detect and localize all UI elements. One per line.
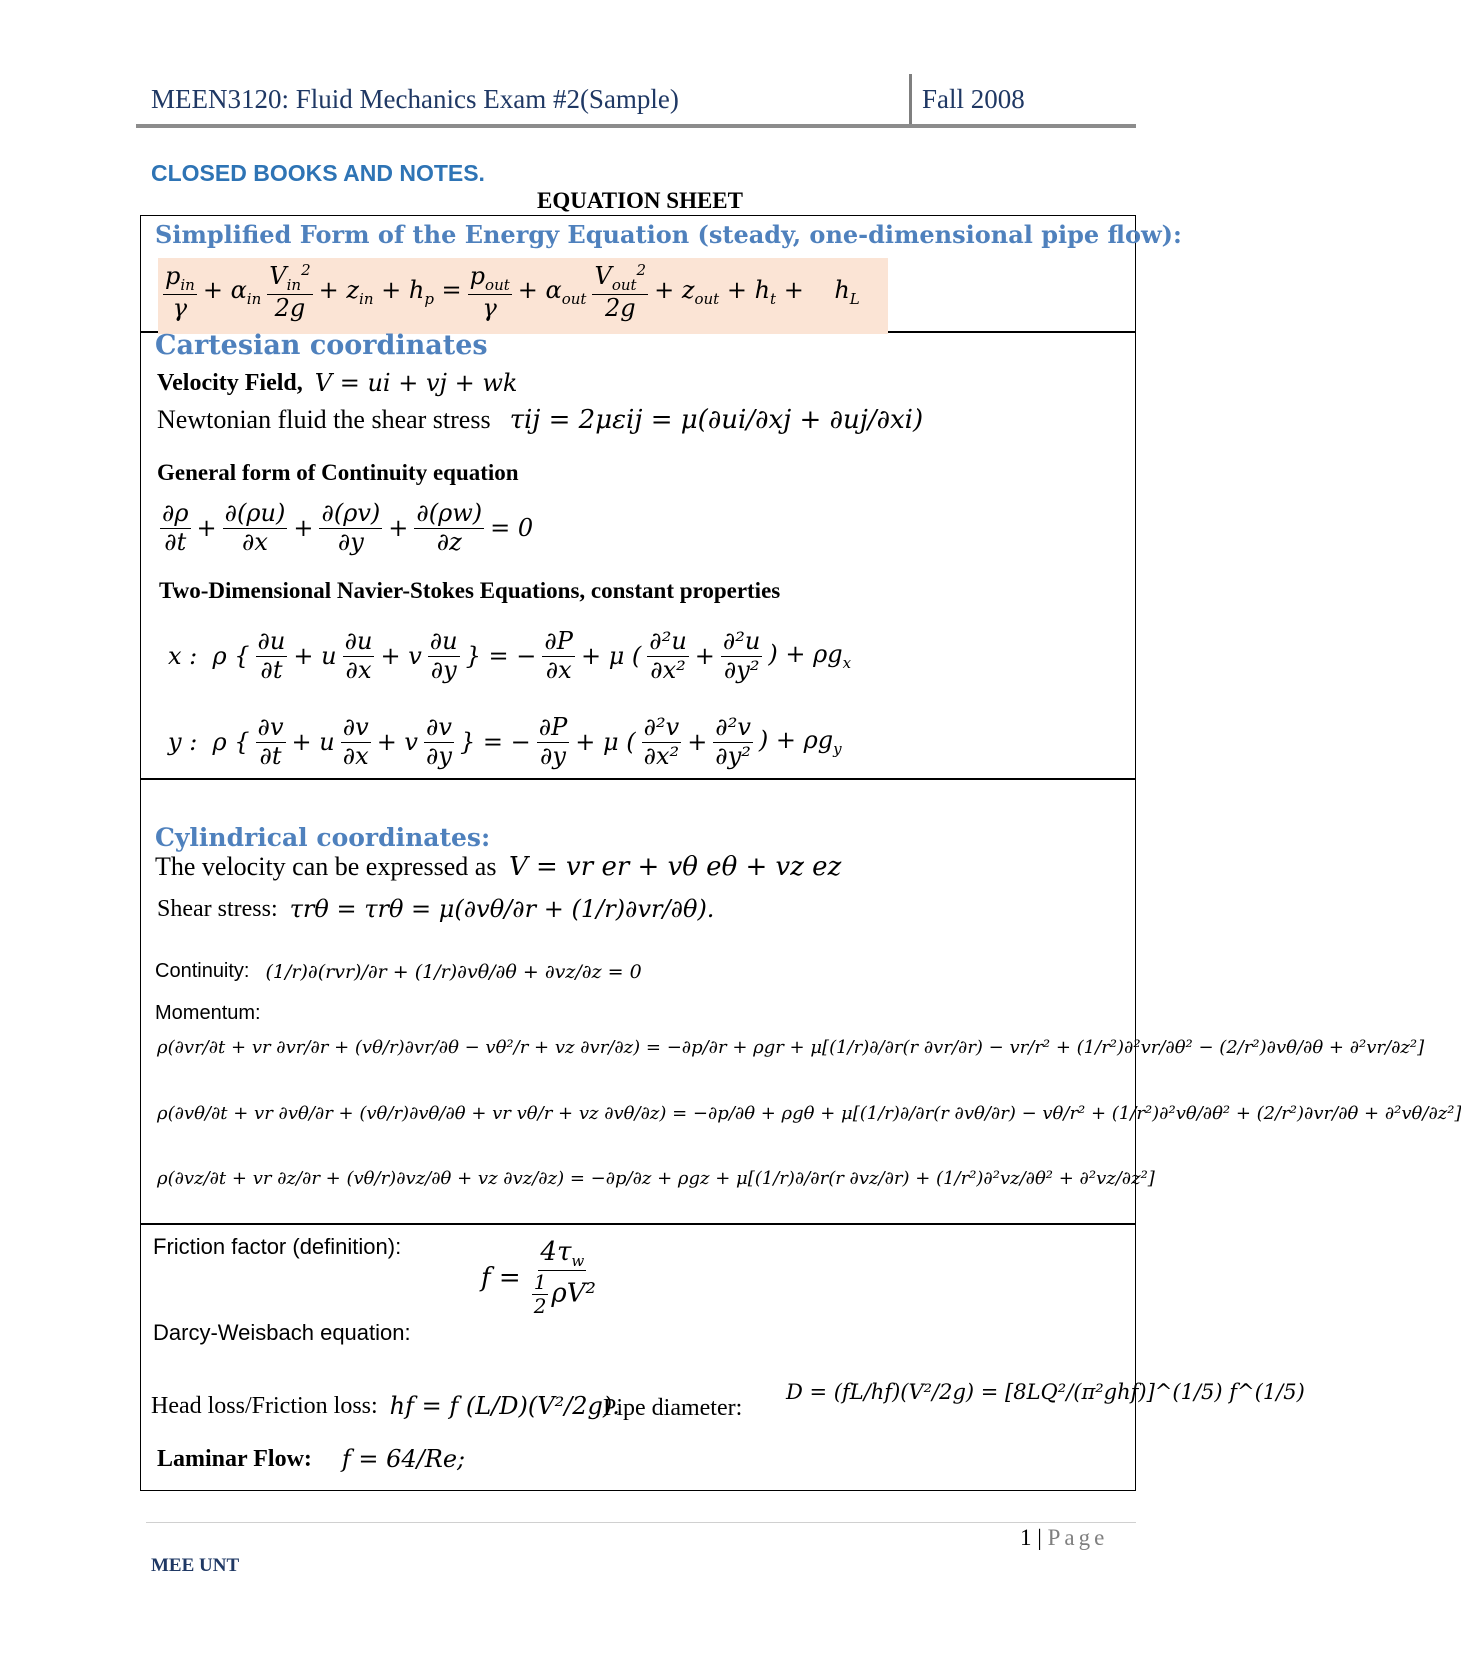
cyl-shear-equation: τrθ = τrθ = μ(∂vθ/∂r + (1/r)∂vr/∂θ). — [289, 895, 715, 923]
footer-organization: MEE UNT — [151, 1555, 240, 1576]
pipe-diameter-equation: D = (fL/hf)(V²/2g) = [8LQ²/(π²ghf)]^(1/5) f^(1/5) — [786, 1380, 1305, 1404]
cyl-shear-row — [157, 895, 714, 923]
cylindrical-heading: Cylindrical coordinates: — [155, 823, 491, 852]
energy-equation: $\frac{p_{in}}{\gamma}$ + $\alpha_{in}$ $\frac{V_{in}^2}{2g}$ + $z_{in} + h_p$ = $\frac{p_{out}}{\gamma}$ + $\alpha_{out}$ $\frac{V_{out}^2}{2g}$ + $z_{out} + h_t$ + $h_L$ — [165, 261, 860, 323]
cyl-shear-label: Shear stress: — [157, 895, 278, 922]
cyl-velocity-equation: V = vr er + vθ eθ + vz ez — [508, 852, 842, 882]
page-number-value: 1 — [1020, 1525, 1032, 1550]
darcy-weisbach-label: Darcy-Weisbach equation: — [153, 1320, 411, 1345]
friction-definition-equation: f = $4\tau_w$ $\frac{1}{2}$ ρV² — [481, 1237, 596, 1319]
laminar-row — [157, 1445, 465, 1473]
document-term: Fall 2008 — [922, 84, 1025, 114]
cyl-continuity-label: Continuity: — [155, 960, 250, 982]
head-loss-equation: hf = f (L/D)(V²/2g). — [389, 1392, 620, 1420]
momentum-r: ρ(∂vr/∂t + vr ∂vr/∂r + (vθ/r)∂vr/∂θ − vθ²/r + vz ∂vr/∂z) = −∂p/∂r + ρgr + μ[(1/r)∂/∂r(r ∂vr/∂r) − vr/r² + (1/r²)∂²vr/∂θ² − (2/r²)∂vθ/∂θ + ∂²vr/∂z²] — [157, 1037, 1425, 1058]
page-word: Page — [1047, 1525, 1109, 1550]
head-loss-row — [151, 1392, 620, 1420]
laminar-label: Laminar Flow: — [157, 1445, 312, 1472]
pipe-diameter-label: Pipe diameter: — [603, 1395, 743, 1421]
cyl-continuity-row — [155, 960, 642, 983]
section-divider — [140, 778, 1136, 780]
momentum-theta: ρ(∂vθ/∂t + vr ∂vθ/∂r + (vθ/r)∂vθ/∂θ + vr vθ/r + vz ∂vθ/∂z) = −∂p/∂θ + ρgθ + μ[(1/r)∂/∂r(r ∂vθ/∂r) − vθ/r² + (1/r²)∂²vθ/∂θ² + (2/r²)∂vr/∂θ + ∂²vθ/∂z²] — [157, 1103, 1461, 1124]
velocity-field-equation: V = ui + vj + wk — [314, 369, 518, 397]
continuity-label: General form of Continuity equation — [157, 460, 519, 485]
header-divider — [909, 74, 912, 126]
sheet-title: EQUATION SHEET — [537, 188, 743, 213]
footer-rule — [146, 1522, 1136, 1523]
laminar-equation: f = 64/Re; — [341, 1445, 466, 1473]
shear-stress-label: Newtonian fluid the shear stress — [157, 405, 491, 434]
momentum-z: ρ(∂vz/∂t + vr ∂z/∂r + (vθ/r)∂vz/∂θ + vz ∂vz/∂z) = −∂p/∂z + ρgz + μ[(1/r)∂/∂r(r ∂vz/∂r) + (1/r²)∂²vz/∂θ² + ∂²vz/∂z²] — [157, 1168, 1155, 1189]
document-title: MEEN3120: Fluid Mechanics Exam #2(Sample) — [151, 84, 679, 114]
cartesian-heading: Cartesian coordinates — [155, 330, 488, 361]
energy-heading: Simplified Form of the Energy Equation (steady, one-dimensional pipe flow): — [155, 220, 1182, 249]
page-number: 1 | Page — [1020, 1525, 1109, 1550]
velocity-field-label: Velocity Field, — [157, 369, 303, 396]
shear-stress-row — [157, 405, 923, 435]
shear-stress-equation: τij = 2μεij = μ(∂ui/∂xj + ∂uj/∂xi) — [509, 405, 924, 435]
continuity-equation: $\frac{\partial\rho}{\partial t}$ + $\frac{\partial(\rho u)}{\partial x}$ + $\frac{\partial(\rho v)}{\partial y}$ + $\frac{\partial(\rho w)}{\partial z}$ = 0 — [162, 499, 534, 556]
navier-stokes-y: y : ρ { $\frac{\partial v}{\partial t}$ + u $\frac{\partial v}{\partial x}$ + v $\frac{\partial v}{\partial y}$ } = − $\frac{\partial P}{\partial y}$ + μ ( $\frac{\text{∂²v}}{\text{∂x²}}$ + $\frac{\text{∂²v}}{\text{∂y²}}$ ) + $\rho g_y$ — [168, 713, 842, 770]
header-rule — [136, 124, 1136, 128]
head-loss-label: Head loss/Friction loss: — [151, 1392, 378, 1419]
closed-books-notice: CLOSED BOOKS AND NOTES. — [151, 160, 485, 186]
navier-stokes-label: Two-Dimensional Navier-Stokes Equations, constant properties — [159, 578, 781, 603]
velocity-field-row — [157, 369, 517, 397]
section-divider — [140, 1223, 1136, 1225]
cyl-velocity-label: The velocity can be expressed as — [155, 852, 497, 881]
cyl-continuity-equation: (1/r)∂(rvr)/∂r + (1/r)∂vθ/∂θ + ∂vz/∂z = 0 — [265, 960, 642, 983]
friction-definition-label: Friction factor (definition): — [153, 1234, 402, 1259]
navier-stokes-x: x : ρ { $\frac{\partial u}{\partial t}$ + u $\frac{\partial u}{\partial x}$ + v $\frac{\partial u}{\partial y}$ } = − $\frac{\partial P}{\partial x}$ + μ ( $\frac{\text{∂²u}}{\text{∂x²}}$ + $\frac{\text{∂²u}}{\text{∂y²}}$ ) + $\rho g_x$ — [168, 627, 852, 684]
cyl-velocity-row — [155, 852, 841, 882]
momentum-label: Momentum: — [155, 1002, 261, 1024]
